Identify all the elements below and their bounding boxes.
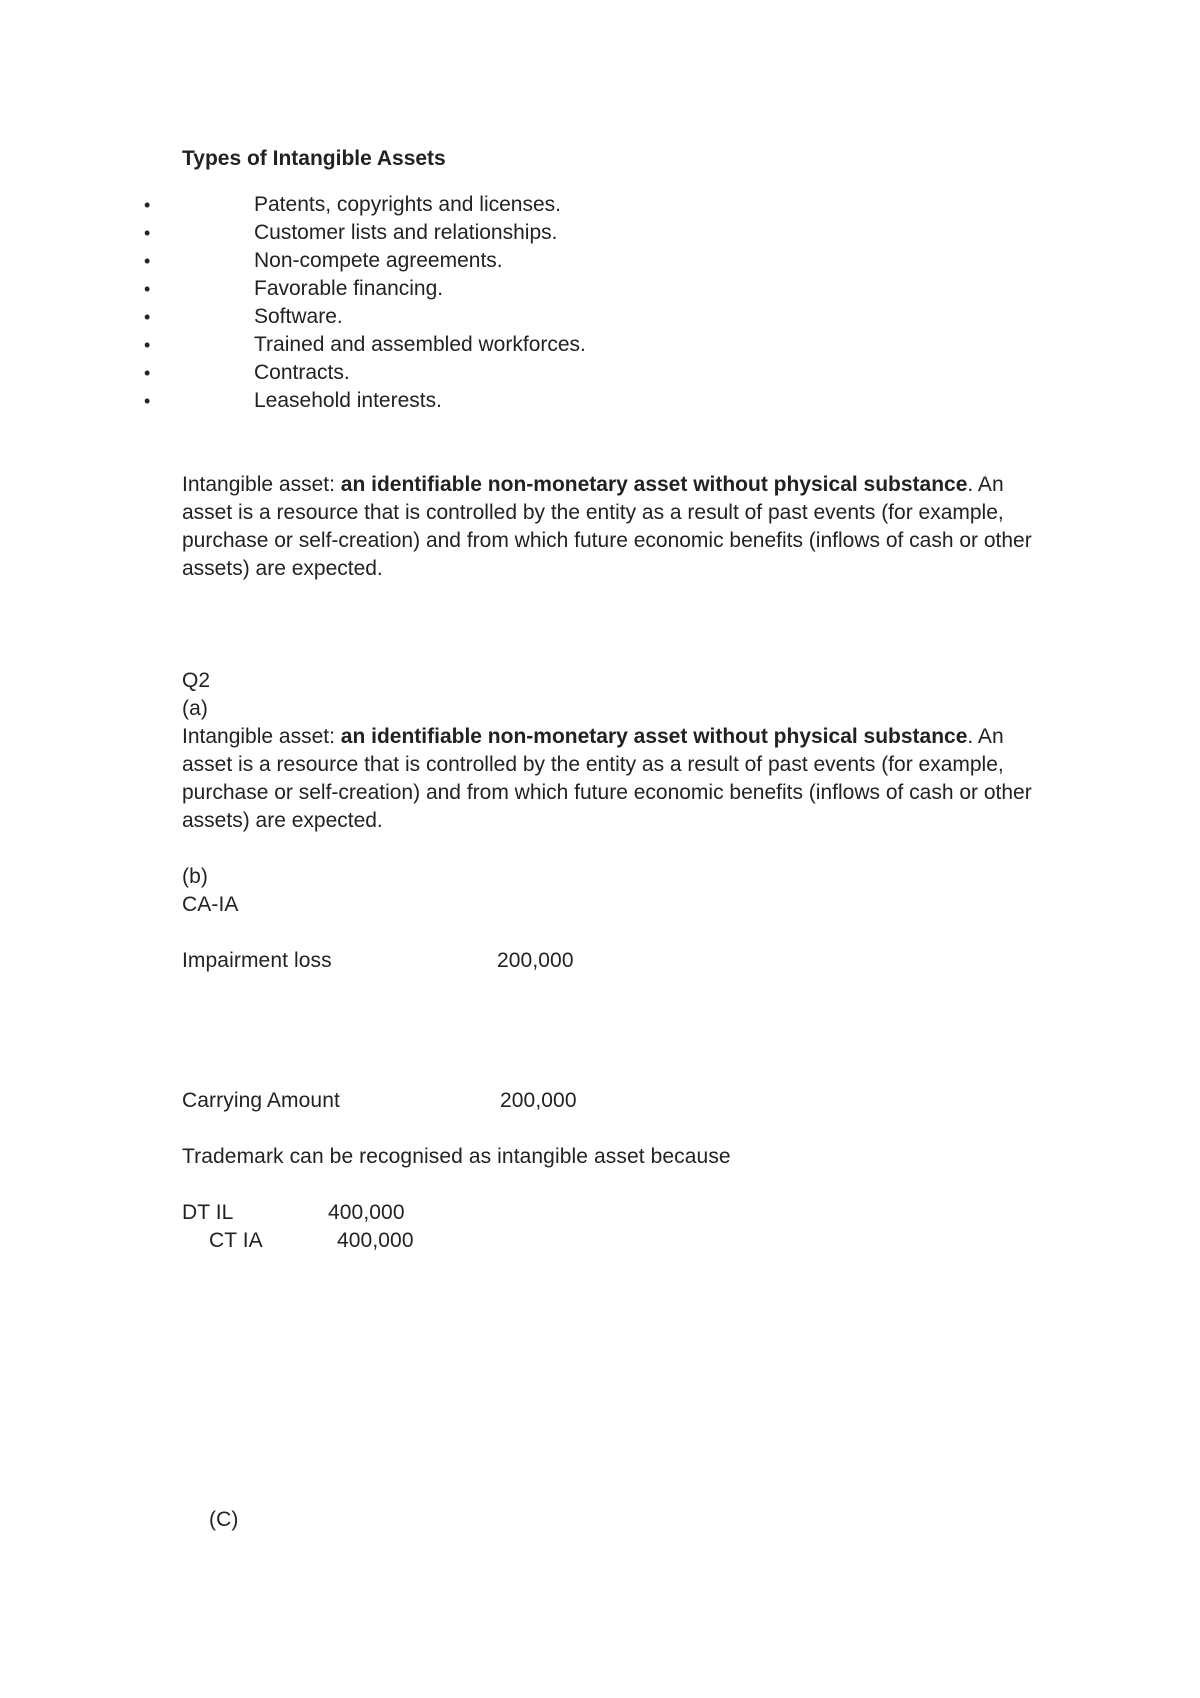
ct-label: CT IA [209, 1229, 263, 1252]
list-item-label: Trained and assembled workforces. [254, 333, 586, 356]
list-item-label: Software. [254, 305, 343, 328]
list-item-label: Leasehold interests. [254, 389, 442, 412]
list-item-label: Customer lists and relationships. [254, 221, 558, 244]
bullet-icon: • [144, 223, 151, 243]
list-item-label: Patents, copyrights and licenses. [254, 193, 562, 216]
dt-label: DT IL [182, 1201, 234, 1224]
definition-prefix: Intangible asset: [182, 725, 341, 748]
bullet-icon: • [144, 195, 151, 215]
definition-rest: . An asset is a resource that is controlled by the entity as a result of past events (for example, purchase or self-creation) and from which future economic benefits (inflows of cash or other assets) are expected. [182, 473, 1032, 580]
bullet-icon: • [144, 363, 151, 383]
bullet-icon: • [144, 251, 151, 271]
impairment-value: 200,000 [497, 949, 574, 972]
definition-paragraph [182, 471, 1042, 583]
part-b-label: (b) [182, 865, 208, 888]
carrying-amount-label: Carrying Amount [182, 1089, 340, 1112]
bullet-icon: • [144, 391, 151, 411]
trademark-text: Trademark can be recognised as intangible asset because [182, 1145, 731, 1168]
definition-bold: an identifiable non-monetary asset without physical substance [340, 725, 968, 748]
list-item-label: Contracts. [254, 361, 350, 384]
bullet-icon: • [144, 335, 151, 355]
part-a-label: (a) [182, 697, 208, 720]
definition-prefix: Intangible asset: [182, 473, 341, 496]
q2-label: Q2 [182, 669, 211, 692]
part-c-label: (C) [209, 1508, 239, 1531]
dt-value: 400,000 [328, 1201, 405, 1224]
section-heading: Types of Intangible Assets [182, 147, 446, 170]
definition-rest: . An asset is a resource that is controlled by the entity as a result of past events (for example, purchase or self-creation) and from which future economic benefits (inflows of cash or other assets) are expected. [182, 725, 1032, 832]
bullet-icon: • [144, 307, 151, 327]
ca-ia-label: CA-IA [182, 893, 239, 916]
list-item-label: Non-compete agreements. [254, 249, 503, 272]
definition-bold: an identifiable non-monetary asset without physical substance [340, 473, 968, 496]
q2-definition-paragraph [182, 723, 1042, 835]
list-item-label: Favorable financing. [254, 277, 444, 300]
impairment-label: Impairment loss [182, 949, 332, 972]
bullet-icon: • [144, 279, 151, 299]
carrying-amount-value: 200,000 [500, 1089, 577, 1112]
ct-value: 400,000 [337, 1229, 414, 1252]
